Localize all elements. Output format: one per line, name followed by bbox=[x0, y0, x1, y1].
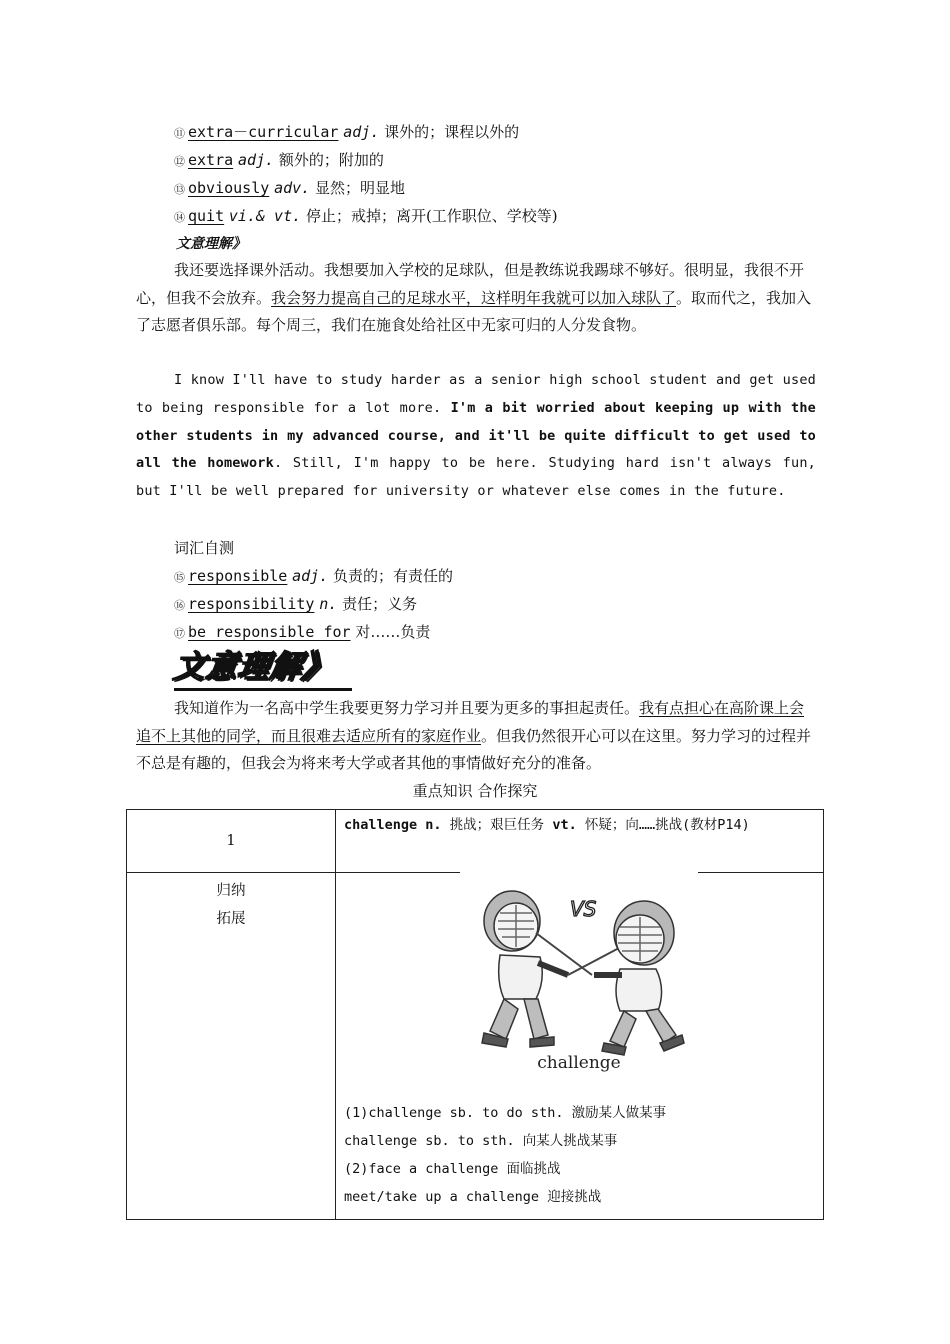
section-heading-large: 文意理解》 bbox=[174, 649, 352, 691]
vocab-item-14: ⑭ quit vi.& vt. 停止；戒掉；离开(工作职位、学校等) bbox=[174, 207, 558, 225]
row-number-cell: 1 bbox=[127, 810, 336, 873]
example-line: (2)face a challenge 面临挑战 bbox=[344, 1161, 561, 1177]
table-row bbox=[127, 873, 824, 1220]
heading-underline-bar bbox=[174, 688, 352, 691]
chinese-paragraph-1: 我还要选择课外活动。我想要加入学校的足球队，但是教练说我踢球不够好。很明显，我很不开心，但我不会放弃。我会努力提高自己的足球水平，这样明年我就可以加入球队了。取而代之，我加入了志愿者俱乐部。每个周三，我们在施食处给社区中无家可归的人分发食物。 bbox=[136, 261, 812, 334]
vocab-item-13: ⑬ obviously adv. 显然；明显地 bbox=[174, 179, 405, 197]
entry-cell: challenge n. 挑战；艰巨任务 vt. 怀疑；向……挑战(教材P14) bbox=[336, 810, 824, 873]
fencing-illustration bbox=[460, 871, 698, 1086]
vocab-item-17: ⑰ be responsible for 对……负责 bbox=[174, 623, 431, 641]
vs-label: VS bbox=[570, 897, 597, 921]
vocab-item-12: ⑫ extra adj. 额外的；附加的 bbox=[174, 151, 384, 169]
vocab-item-11: ⑪ extra－curricular adj. 课外的；课程以外的 bbox=[174, 123, 520, 141]
english-paragraph: I know I'll have to study harder as a senior high school student and get used to being responsible for a lot more. I'm a bit worried about keeping up with the other students in my advanced course, and it'll be quite difficult to get used to all the homework. Still, I'm happy to be here. Studying hard isn't always fun, but I'll be well prepared for university or whatever else comes in the future. bbox=[136, 372, 817, 500]
section-heading-small: 文意理解》 bbox=[176, 236, 246, 252]
left-fencer bbox=[482, 891, 568, 1047]
table-row bbox=[127, 810, 824, 873]
category-cell: 归纳 拓展 bbox=[127, 873, 336, 1220]
key-knowledge-title: 重点知识 合作探究 bbox=[412, 782, 538, 800]
figure-caption: challenge bbox=[537, 1053, 621, 1073]
vocab-item-16: ⑯ responsibility n. 责任；义务 bbox=[174, 595, 418, 613]
vocab-test-label: 词汇自测 bbox=[174, 539, 235, 557]
example-line: meet/take up a challenge 迎接挑战 bbox=[344, 1189, 602, 1205]
knowledge-table bbox=[126, 809, 824, 1220]
examples-list bbox=[344, 1099, 666, 1211]
vocab-item-15: ⑮ responsible adj. 负责的；有责任的 bbox=[174, 567, 454, 585]
content-cell bbox=[336, 873, 824, 1220]
example-line: challenge sb. to sth. 向某人挑战某事 bbox=[344, 1133, 618, 1149]
example-line: (1)challenge sb. to do sth. 激励某人做某事 bbox=[344, 1105, 667, 1121]
right-fencer bbox=[594, 901, 684, 1055]
chinese-paragraph-2: 我知道作为一名高中学生我要更努力学习并且要为更多的事担起责任。我有点担心在高阶课上会追不上其他的同学，而且很难去适应所有的家庭作业。但我仍然很开心可以在这里。努力学习的过程并不总是有趣的，但我会为将来考大学或者其他的事情做好充分的准备。 bbox=[136, 699, 812, 772]
